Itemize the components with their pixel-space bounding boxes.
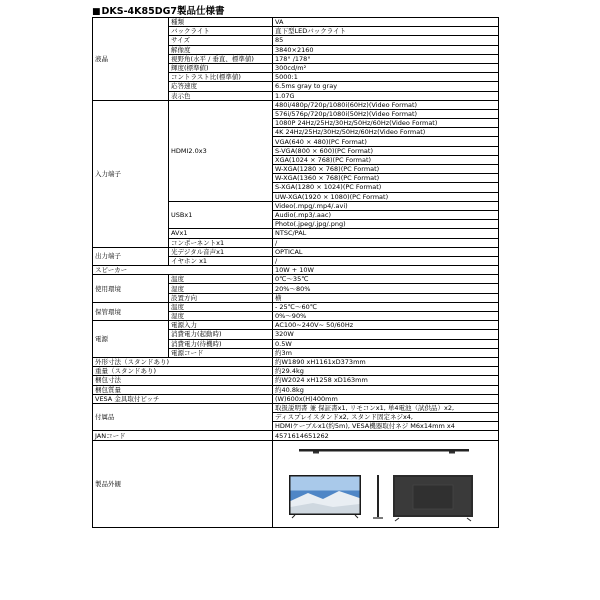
- spec-label: 表示色: [169, 91, 273, 100]
- spec-value: S-VGA(800 × 600)(PC Format): [273, 146, 499, 155]
- spec-value: 約3m: [273, 348, 499, 357]
- group-label-power: 電源: [93, 321, 169, 358]
- spec-label: コントラスト比(標準値): [169, 73, 273, 82]
- group-label-weight: 重量（スタンドあり): [93, 367, 273, 376]
- table-row: [93, 385, 499, 394]
- spec-label: 電源入力: [169, 321, 273, 330]
- spec-value: 1080P 24Hz/25Hz/30Hz/50Hz/60Hz(Video Format): [273, 119, 499, 128]
- group-label-outer: 外形寸法（スタンドあり): [93, 357, 273, 366]
- table-row: [93, 431, 499, 440]
- spec-value: 1.07G: [273, 91, 499, 100]
- spec-value: 約29.4kg: [273, 367, 499, 376]
- spec-value: 3840×2160: [273, 45, 499, 54]
- document-title: ■DKS-4K85DG7製品仕様書: [92, 6, 225, 17]
- group-label-env-store: 保管環境: [93, 302, 169, 320]
- spec-value: 横: [273, 293, 499, 302]
- group-label-output: 出力端子: [93, 247, 169, 265]
- product-images: [273, 441, 497, 527]
- group-label-appearance: 製品外観: [93, 440, 273, 527]
- spec-value: 約W2024 xH1258 xD163mm: [273, 376, 499, 385]
- spec-label-usb: USBx1: [169, 201, 273, 229]
- group-label-pkg-size: 梱包寸法: [93, 376, 273, 385]
- spec-value: Photo(.jpeg/.jpg/.png): [273, 220, 499, 229]
- table-row: [93, 357, 499, 366]
- tv-front-view-image: [289, 475, 361, 518]
- spec-value: W-XGA(1360 × 768)(PC Format): [273, 174, 499, 183]
- spec-value: XGA(1024 × 768)(PC Format): [273, 155, 499, 164]
- spec-value: 直下型LEDバックライト: [273, 27, 499, 36]
- spec-value: 576i/576p/720p/1080i(50Hz)(Video Format): [273, 109, 499, 118]
- group-label-speaker: スピーカー: [93, 266, 273, 275]
- table-row: [93, 275, 499, 284]
- table-row: [93, 367, 499, 376]
- spec-label: 温度: [169, 275, 273, 284]
- spec-label: 光デジタル音声x1: [169, 247, 273, 256]
- spec-label: サイズ: [169, 36, 273, 45]
- spec-value: Audio(.mp3/.aac): [273, 210, 499, 219]
- spec-value: HDMIケーブルx1(約5m), VESA機器取付ネジ M6x14mm x4: [273, 422, 499, 431]
- spec-value: VA: [273, 18, 499, 27]
- group-label-input: 入力端子: [93, 100, 169, 247]
- spec-value: 約W1890 xH1161xD373mm: [273, 357, 499, 366]
- spec-value: /: [273, 256, 499, 265]
- spec-value: W-XGA(1280 × 768)(PC Format): [273, 165, 499, 174]
- spec-label: 湿度: [169, 284, 273, 293]
- spec-value: OPTICAL: [273, 247, 499, 256]
- product-images-cell: [273, 440, 499, 527]
- spec-value: 178° /178°: [273, 54, 499, 63]
- spec-label: 種類: [169, 18, 273, 27]
- spec-value: VGA(640 × 480)(PC Format): [273, 137, 499, 146]
- table-row: [93, 376, 499, 385]
- table-row: [93, 100, 499, 109]
- table-row: [93, 18, 499, 27]
- spec-value: 約40.8kg: [273, 385, 499, 394]
- table-row: [93, 302, 499, 311]
- spec-label: 視野角(水平 / 垂直、標準値): [169, 54, 273, 63]
- spec-value: 480i/480p/720p/1080i(60Hz)(Video Format): [273, 100, 499, 109]
- spec-label: 解像度: [169, 45, 273, 54]
- group-label-jan: JANコード: [93, 431, 273, 440]
- spec-label: 電源コード: [169, 348, 273, 357]
- spec-value: UW-XGA(1920 × 1080)(PC Format): [273, 192, 499, 201]
- spec-value: 85: [273, 36, 499, 45]
- tv-side-view-image: [373, 475, 383, 518]
- spec-value: 4K 24Hz/25Hz/30Hz/50Hz/60Hz(Video Format): [273, 128, 499, 137]
- spec-value: 320W: [273, 330, 499, 339]
- spec-table: [92, 17, 499, 528]
- spec-label: 消費電力(待機時): [169, 339, 273, 348]
- spec-label: 応答速度: [169, 82, 273, 91]
- spec-value: 0%〜90%: [273, 312, 499, 321]
- spec-label: 湿度: [169, 312, 273, 321]
- spec-value: 5000:1: [273, 73, 499, 82]
- group-label-accessories: 付属品: [93, 403, 273, 431]
- spec-label: コンポーネントx1: [169, 238, 273, 247]
- spec-value: Video(.mpg/.mp4/.avi): [273, 201, 499, 210]
- spec-label-hdmi: HDMI2.0x3: [169, 100, 273, 201]
- spec-value: ディスプレイスタンドx2, スタンド固定ネジx4,: [273, 413, 499, 422]
- spec-label: AVx1: [169, 229, 273, 238]
- spec-value: S-XGA(1280 × 1024)(PC Format): [273, 183, 499, 192]
- tv-top-view-image: [299, 449, 469, 454]
- group-label-env-use: 使用環境: [93, 275, 169, 303]
- group-label-vesa: VESA 金具取付ピッチ: [93, 394, 273, 403]
- spec-value: 4571614651262: [273, 431, 499, 440]
- spec-value: - 25℃〜60℃: [273, 302, 499, 311]
- group-label-lcd: 液晶: [93, 18, 169, 101]
- group-label-pkg-weight: 梱包質量: [93, 385, 273, 394]
- spec-label: 温度: [169, 302, 273, 311]
- table-row: [93, 321, 499, 330]
- spec-value: NTSC/PAL: [273, 229, 499, 238]
- tv-back-view-image: [393, 475, 473, 521]
- table-row: [93, 440, 499, 527]
- spec-label: 設置方向: [169, 293, 273, 302]
- spec-value: 20%〜80%: [273, 284, 499, 293]
- spec-value: (W)600x(H)400mm: [273, 394, 499, 403]
- table-row: [93, 266, 499, 275]
- spec-value: 取扱説明書 兼 保証書x1, リモコンx1, 単4電池（試供品）x2,: [273, 403, 499, 412]
- spec-label: 消費電力(起動時): [169, 330, 273, 339]
- spec-label: 輝度(標準値): [169, 63, 273, 72]
- spec-label: バックライト: [169, 27, 273, 36]
- spec-value: /: [273, 238, 499, 247]
- spec-value: 6.5ms gray to gray: [273, 82, 499, 91]
- table-row: [93, 403, 499, 412]
- spec-value: 0.5W: [273, 339, 499, 348]
- table-row: [93, 247, 499, 256]
- spec-label: イヤホン x1: [169, 256, 273, 265]
- spec-value: AC100~240V~ 50/60Hz: [273, 321, 499, 330]
- spec-value: 0℃〜35℃: [273, 275, 499, 284]
- spec-value: 300cd/m²: [273, 63, 499, 72]
- table-row: [93, 394, 499, 403]
- spec-value: 10W + 10W: [273, 266, 499, 275]
